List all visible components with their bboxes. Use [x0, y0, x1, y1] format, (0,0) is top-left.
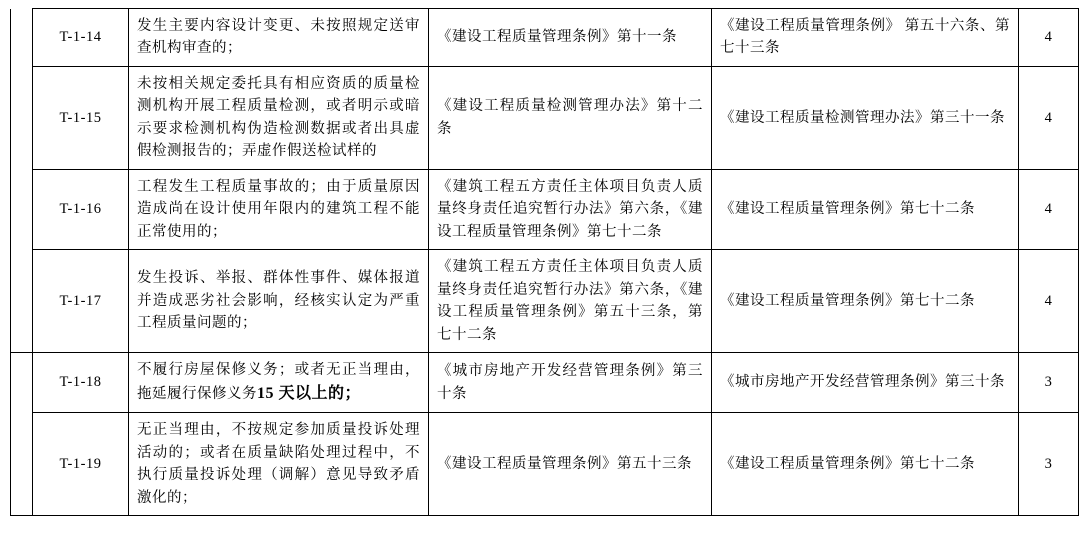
row-score: 4 — [1019, 250, 1079, 353]
table-row — [11, 66, 1079, 169]
row-act: 发生主要内容设计变更、未按照规定送审查机构审查的； — [129, 9, 429, 67]
table-row — [11, 353, 1079, 413]
row-score: 4 — [1019, 169, 1079, 249]
row-basis-1: 《建设工程质量检测管理办法》第十二条 — [429, 66, 712, 169]
row-code: T-1-16 — [33, 169, 129, 249]
table-row — [11, 413, 1079, 516]
row-score: 3 — [1019, 353, 1079, 413]
row-code: T-1-14 — [33, 9, 129, 67]
row-basis-1: 《建设工程质量管理条例》第五十三条 — [429, 413, 712, 516]
regulation-table — [10, 8, 1079, 516]
row-basis-1: 《建筑工程五方责任主体项目负责人质量终身责任追究暂行办法》第六条，《建设工程质量管理条例》第五十三条，第七十二条 — [429, 250, 712, 353]
group-cell — [11, 353, 33, 516]
row-basis-2: 《建设工程质量管理条例》第七十二条 — [712, 413, 1019, 516]
row-act: 发生投诉、举报、群体性事件、媒体报道并造成恶劣社会影响，经核实认定为严重工程质量问题的； — [129, 250, 429, 353]
row-basis-1: 《建筑工程五方责任主体项目负责人质量终身责任追究暂行办法》第六条，《建设工程质量管理条例》第七十二条 — [429, 169, 712, 249]
row-basis-1: 《城市房地产开发经营管理条例》第三十条 — [429, 353, 712, 413]
row-act: 无正当理由，不按规定参加质量投诉处理活动的；或者在质量缺陷处理过程中，不执行质量投诉处理（调解）意见导致矛盾激化的； — [129, 413, 429, 516]
row-basis-2: 《建设工程质量管理条例》第七十二条 — [712, 250, 1019, 353]
row-score: 4 — [1019, 9, 1079, 67]
group-cell — [11, 9, 33, 353]
table-row — [11, 250, 1079, 353]
row-basis-2: 《建设工程质量管理条例》 第五十六条、第七十三条 — [712, 9, 1019, 67]
row-score: 4 — [1019, 66, 1079, 169]
row-act-emphasis: 15 天以上的； — [257, 384, 362, 402]
row-code: T-1-15 — [33, 66, 129, 169]
row-code: T-1-19 — [33, 413, 129, 516]
table-row — [11, 169, 1079, 249]
row-basis-2: 《建设工程质量检测管理办法》第三十一条 — [712, 66, 1019, 169]
row-act: 未按相关规定委托具有相应资质的质量检测机构开展工程质量检测，或者明示或暗示要求检测机构伪造检测数据或者出具虚假检测报告的；弄虚作假送检试样的 — [129, 66, 429, 169]
row-act: 工程发生工程质量事故的；由于质量原因造成尚在设计使用年限内的建筑工程不能正常使用的； — [129, 169, 429, 249]
row-act-text: 不履行房屋保修义务；或者无正当理由，拖延履行保修义务 — [137, 362, 420, 402]
row-code: T-1-18 — [33, 353, 129, 413]
row-basis-2: 《城市房地产开发经营管理条例》第三十条 — [712, 353, 1019, 413]
row-code: T-1-17 — [33, 250, 129, 353]
row-basis-1: 《建设工程质量管理条例》第十一条 — [429, 9, 712, 67]
row-basis-2: 《建设工程质量管理条例》第七十二条 — [712, 169, 1019, 249]
row-act — [129, 353, 429, 413]
table-row — [11, 9, 1079, 67]
row-score: 3 — [1019, 413, 1079, 516]
